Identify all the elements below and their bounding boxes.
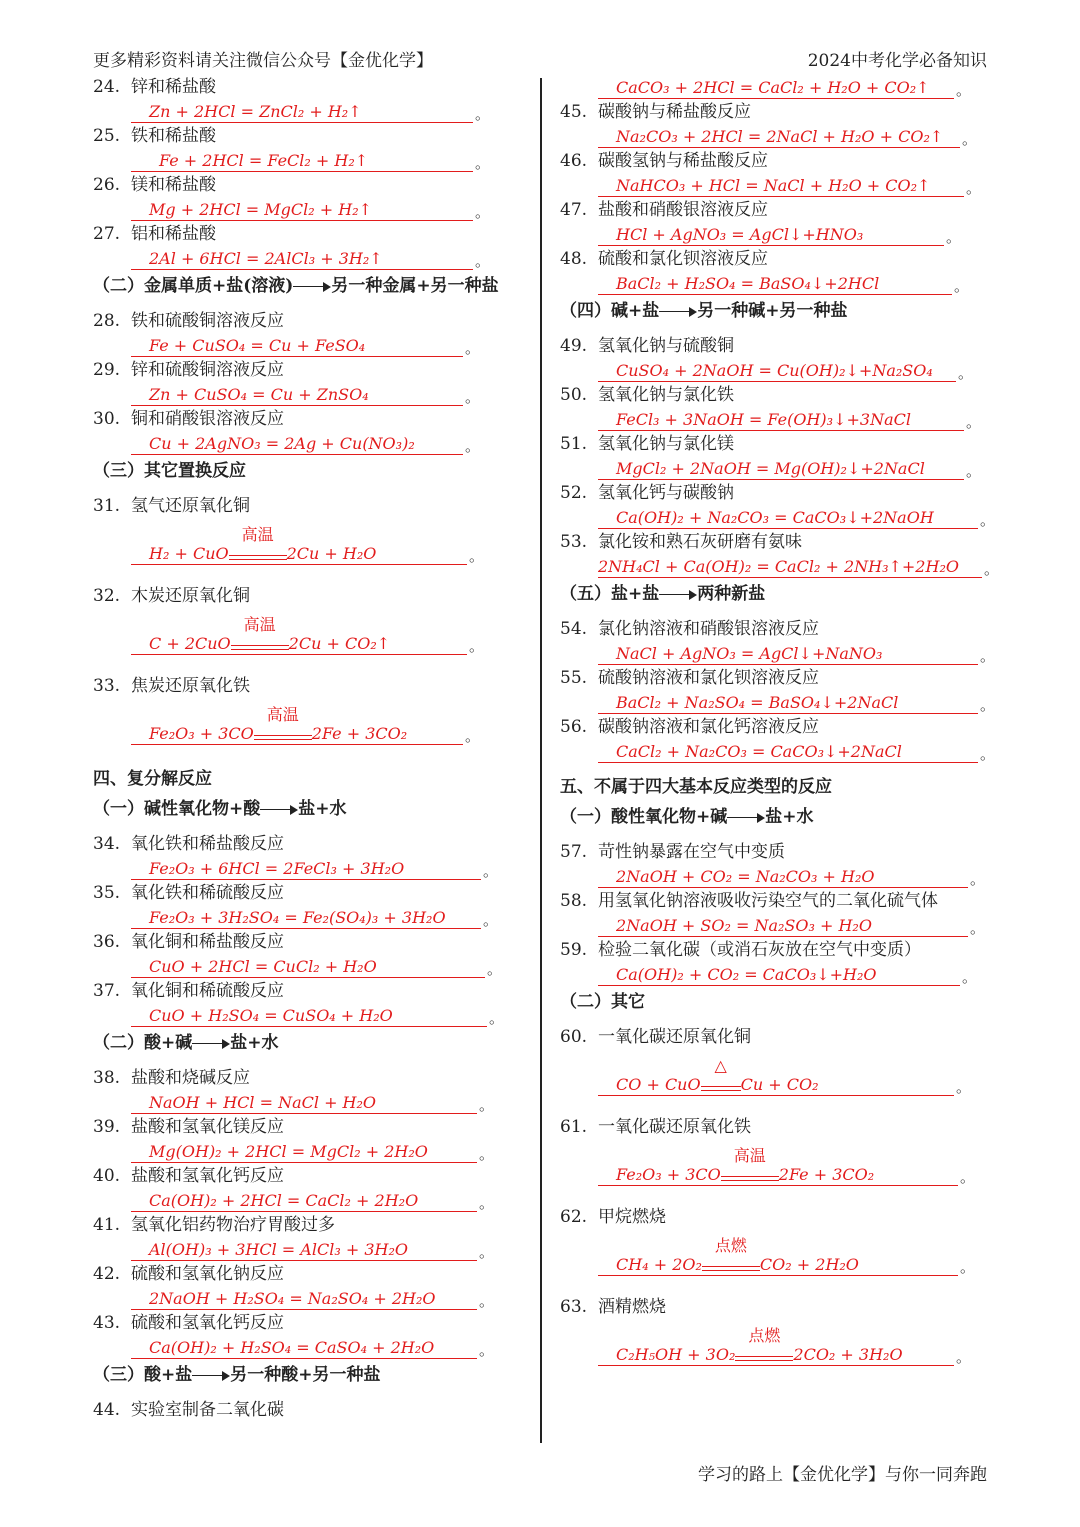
reaction-title: 氢气还原氧化铜 [131, 496, 250, 516]
section-basic-oxide-acid: （一）碱性氧化物+酸 盐+水 [93, 799, 347, 819]
reaction-37: 37. 氧化铜和稀硫酸反应 CuO + H₂SO₄ = CuSO₄ + H₂O 。 [93, 981, 505, 1027]
section-others: （二）其它 [560, 992, 645, 1012]
reaction-title: 盐酸和氢氧化钙反应 [131, 1166, 284, 1186]
reaction-title: 碳酸钠溶液和氯化钙溶液反应 [598, 717, 819, 737]
reaction-48: 48. 硫酸和氯化钡溶液反应 BaCl₂ + H₂SO₄ = BaSO₄↓+2HCl 。 [560, 249, 970, 295]
reaction-condition: 高温 [721, 1165, 779, 1185]
section-acid-salt: （三）酸+盐 另一种酸+另一种盐 [93, 1365, 381, 1385]
reaction-58: 58. 用氢氧化钠溶液吸收污染空气的二氧化硫气体 2NaOH + SO₂ = Na₂SO₃ + H₂O 。 [560, 891, 986, 937]
equation: C + 2CuO 高温 2Cu + CO₂↑ [149, 615, 391, 653]
reaction-title: 碳酸钠与稀盐酸反应 [598, 102, 751, 122]
reaction-title: 硫酸和氯化钡溶液反应 [598, 249, 768, 269]
reaction-title: 氢氧化钠与硫酸铜 [598, 336, 734, 356]
equation: 2Al + 6HCl = 2AlCl₃ + 3H₂↑ [149, 249, 383, 268]
heat-icon: △ [714, 1056, 727, 1075]
equation: Fe₂O₃ + 3CO 高温 2Fe + 3CO₂ [149, 705, 408, 743]
reaction-title: 硫酸和氢氧化钙反应 [131, 1313, 284, 1333]
equation: H₂ + CuO 高温 2Cu + H₂O [149, 525, 377, 563]
section-other-displacement: （三）其它置换反应 [93, 461, 246, 481]
header-left: 更多精彩资料请关注微信公众号【金优化学】 [93, 51, 433, 71]
left-column [93, 75, 523, 1422]
reaction-53: 53. 氯化铵和熟石灰研磨有氨味 2NH₄Cl + Ca(OH)₂ = CaCl₂ + 2NH₃↑+2H₂O 。 [560, 532, 1000, 578]
equation: CaCO₃ + 2HCl = CaCl₂ + H₂O + CO₂↑ [616, 78, 930, 97]
equation: NaHCO₃ + HCl = NaCl + H₂O + CO₂↑ [616, 176, 931, 195]
reaction-42: 42. 硫酸和氢氧化钠反应 2NaOH + H₂SO₄ = Na₂SO₄ + 2H₂O 。 [93, 1264, 495, 1310]
reaction-condition: 高温 [231, 634, 289, 654]
reaction-title: 氢氧化钠与氯化镁 [598, 434, 734, 454]
equation: Zn + CuSO₄ = Cu + ZnSO₄ [149, 385, 369, 404]
reaction-50: 50. 氢氧化钠与氯化铁 FeCl₃ + 3NaOH = Fe(OH)₃↓+3NaCl 。 [560, 385, 982, 431]
reaction-60: 60. 一氧化碳还原氧化铜 CO + CuO △ Cu + CO₂ 。 [560, 1027, 972, 1096]
reaction-title: 木炭还原氧化铜 [131, 586, 250, 606]
reaction-30: 30. 铜和硝酸银溶液反应 Cu + 2AgNO₃ = 2Ag + Cu(NO₃)₂ 。 [93, 409, 481, 455]
reaction-title: 一氧化碳还原氧化铜 [598, 1027, 751, 1047]
reaction-title: 氧化铜和稀硫酸反应 [131, 981, 284, 1001]
equation: FeCl₃ + 3NaOH = Fe(OH)₃↓+3NaCl [616, 410, 911, 429]
arrow-icon [192, 1037, 230, 1051]
reaction-title: 硫酸和氢氧化钠反应 [131, 1264, 284, 1284]
reaction-title: 氢氧化铝药物治疗胃酸过多 [131, 1215, 335, 1235]
reaction-43: 43. 硫酸和氢氧化钙反应 Ca(OH)₂ + H₂SO₄ = CaSO₄ + 2H₂O 。 [93, 1313, 495, 1359]
equation: Mg + 2HCl = MgCl₂ + H₂↑ [149, 200, 373, 219]
reaction-38: 38. 盐酸和烧碱反应 NaOH + HCl = NaCl + H₂O 。 [93, 1068, 495, 1114]
reaction-title: 铁和硫酸铜溶液反应 [131, 311, 284, 331]
reaction-title: 铜和硝酸银溶液反应 [131, 409, 284, 429]
equation: Fe₂O₃ + 3CO 高温 2Fe + 3CO₂ [616, 1146, 875, 1184]
reaction-title: 甲烷燃烧 [598, 1207, 666, 1227]
reaction-40: 40. 盐酸和氢氧化钙反应 Ca(OH)₂ + 2HCl = CaCl₂ + 2H₂O 。 [93, 1166, 495, 1212]
arrow-icon [659, 588, 697, 602]
reaction-24: 24. 锌和稀盐酸 Zn + 2HCl = ZnCl₂ + H₂↑ 。 [93, 77, 491, 123]
right-column [560, 75, 1000, 1367]
reaction-44-equation: CaCO₃ + 2HCl = CaCl₂ + H₂O + CO₂↑ 。 [560, 75, 990, 100]
equation: MgCl₂ + 2NaOH = Mg(OH)₂↓+2NaCl [616, 459, 925, 478]
equation: CuO + H₂SO₄ = CuSO₄ + H₂O [149, 1006, 393, 1025]
reaction-54: 54. 氯化钠溶液和硝酸银溶液反应 NaCl + AgNO₃ = AgCl↓+NaNO₃ 。 [560, 619, 996, 665]
equation: 2NaOH + H₂SO₄ = Na₂SO₄ + 2H₂O [149, 1289, 436, 1308]
equation: Ca(OH)₂ + 2HCl = CaCl₂ + 2H₂O [149, 1191, 419, 1210]
reaction-31: 31. 氢气还原氧化铜 H₂ + CuO 高温 2Cu + H₂O 。 [93, 496, 485, 565]
reaction-title: 氧化铜和稀盐酸反应 [131, 932, 284, 952]
equation: Fe₂O₃ + 6HCl = 2FeCl₃ + 3H₂O [149, 859, 405, 878]
reaction-36: 36. 氧化铜和稀盐酸反应 CuO + 2HCl = CuCl₂ + H₂O 。 [93, 932, 503, 978]
reaction-59: 59. 检验二氧化碳（或消石灰放在空气中变质） Ca(OH)₂ + CO₂ = CaCO₃↓+H₂O 。 [560, 940, 978, 986]
equation: CaCl₂ + Na₂CO₃ = CaCO₃↓+2NaCl [616, 742, 902, 761]
equation: CuO + 2HCl = CuCl₂ + H₂O [149, 957, 377, 976]
reaction-title: 一氧化碳还原氧化铁 [598, 1117, 751, 1137]
equation: NaOH + HCl = NaCl + H₂O [149, 1093, 377, 1112]
reaction-title: 铝和稀盐酸 [131, 224, 216, 244]
equation: 2NH₄Cl + Ca(OH)₂ = CaCl₂ + 2NH₃↑+2H₂O [598, 557, 959, 576]
reaction-title: 氢氧化钠与氯化铁 [598, 385, 734, 405]
reaction-title: 检验二氧化碳（或消石灰放在空气中变质） [598, 940, 921, 960]
equation: Ca(OH)₂ + CO₂ = CaCO₃↓+H₂O [616, 965, 877, 984]
arrow-icon [260, 803, 298, 817]
arrow-icon [659, 305, 697, 319]
reaction-52: 52. 氢氧化钙与碳酸钠 Ca(OH)₂ + Na₂CO₃ = CaCO₃↓+2NaOH 。 [560, 483, 996, 529]
reaction-44: 44. 实验室制备二氧化碳 [93, 1400, 284, 1420]
equation: Zn + 2HCl = ZnCl₂ + H₂↑ [149, 102, 362, 121]
reaction-title: 盐酸和硝酸银溶液反应 [598, 200, 768, 220]
reaction-title: 氧化铁和稀盐酸反应 [131, 834, 284, 854]
reaction-title: 氯化铵和熟石灰研磨有氨味 [598, 532, 802, 552]
arrow-icon [293, 280, 331, 294]
equation: BaCl₂ + Na₂SO₄ = BaSO₄↓+2NaCl [616, 693, 899, 712]
equation: Fe + 2HCl = FeCl₂ + H₂↑ [159, 151, 369, 170]
column-divider [540, 78, 542, 1443]
reaction-34: 34. 氧化铁和稀盐酸反应 Fe₂O₃ + 6HCl = 2FeCl₃ + 3H₂O 。 [93, 834, 499, 880]
equation: 2NaOH + SO₂ = Na₂SO₃ + H₂O [616, 916, 872, 935]
reaction-title: 盐酸和氢氧化镁反应 [131, 1117, 284, 1137]
arrow-icon [192, 1369, 230, 1383]
reaction-condition [701, 1056, 741, 1095]
reaction-title: 氢氧化钙与碳酸钠 [598, 483, 734, 503]
reaction-title: 实验室制备二氧化碳 [131, 1400, 284, 1420]
reaction-47: 47. 盐酸和硝酸银溶液反应 HCl + AgNO₃ = AgCl↓+HNO₃ 。 [560, 200, 962, 246]
reaction-57: 57. 苛性钠暴露在空气中变质 2NaOH + CO₂ = Na₂CO₃ + H₂O 。 [560, 842, 986, 888]
reaction-35: 35. 氧化铁和稀硫酸反应 Fe₂O₃ + 3H₂SO₄ = Fe₂(SO₄)₃ + 3H₂O 。 [93, 883, 499, 929]
section-metal-salt: （二）金属单质+盐(溶液) 另一种金属+另一种盐 [93, 276, 499, 296]
section-acid-base: （二）酸+碱 盐+水 [93, 1033, 279, 1053]
reaction-condition: 点燃 [735, 1345, 793, 1365]
reaction-26: 26. 镁和稀盐酸 Mg + 2HCl = MgCl₂ + H₂↑ 。 [93, 175, 491, 221]
reaction-title: 铁和稀盐酸 [131, 126, 216, 146]
reaction-41: 41. 氢氧化铝药物治疗胃酸过多 Al(OH)₃ + 3HCl = AlCl₃ + 3H₂O 。 [93, 1215, 495, 1261]
equation: C₂H₅OH + 3O₂ 点燃 2CO₂ + 3H₂O [616, 1326, 903, 1364]
reaction-title: 氧化铁和稀硫酸反应 [131, 883, 284, 903]
reaction-56: 56. 碳酸钠溶液和氯化钙溶液反应 CaCl₂ + Na₂CO₃ = CaCO₃↓+2NaCl 。 [560, 717, 996, 763]
footer-slogan: 学习的路上【金优化学】与你一同奔跑 [698, 1465, 987, 1485]
section-non-basic-types: 五、不属于四大基本反应类型的反应 [560, 777, 832, 797]
reaction-title: 焦炭还原氧化铁 [131, 676, 250, 696]
reaction-55: 55. 硫酸钠溶液和氯化钡溶液反应 BaCl₂ + Na₂SO₄ = BaSO₄↓+2NaCl 。 [560, 668, 996, 714]
equation: Ca(OH)₂ + H₂SO₄ = CaSO₄ + 2H₂O [149, 1338, 435, 1357]
section-base-salt: （四）碱+盐 另一种碱+另一种盐 [560, 301, 848, 321]
equation: Cu + 2AgNO₃ = 2Ag + Cu(NO₃)₂ [149, 434, 415, 453]
reaction-33: 33. 焦炭还原氧化铁 Fe₂O₃ + 3CO 高温 2Fe + 3CO₂ 。 [93, 676, 481, 745]
reaction-title: 锌和稀盐酸 [131, 77, 216, 97]
reaction-title: 锌和硫酸铜溶液反应 [131, 360, 284, 380]
equation: Al(OH)₃ + 3HCl = AlCl₃ + 3H₂O [149, 1240, 408, 1259]
section-double-decomposition: 四、复分解反应 [93, 769, 212, 789]
reaction-62: 62. 甲烷燃烧 CH₄ + 2O₂ 点燃 CO₂ + 2H₂O 。 [560, 1207, 976, 1276]
equation: Fe₂O₃ + 3H₂SO₄ = Fe₂(SO₄)₃ + 3H₂O [149, 908, 446, 927]
reaction-title: 酒精燃烧 [598, 1297, 666, 1317]
reaction-49: 49. 氢氧化钠与硫酸铜 CuSO₄ + 2NaOH = Cu(OH)₂↓+Na₂SO₄ 。 [560, 336, 974, 382]
reaction-title: 碳酸氢钠与稀盐酸反应 [598, 151, 768, 171]
equation: Ca(OH)₂ + Na₂CO₃ = CaCO₃↓+2NaOH [616, 508, 934, 527]
reaction-63: 63. 酒精燃烧 C₂H₅OH + 3O₂ 点燃 2CO₂ + 3H₂O 。 [560, 1297, 972, 1366]
reaction-32: 32. 木炭还原氧化铜 C + 2CuO 高温 2Cu + CO₂↑ 。 [93, 586, 485, 655]
reaction-46: 46. 碳酸氢钠与稀盐酸反应 NaHCO₃ + HCl = NaCl + H₂O + CO₂↑ 。 [560, 151, 982, 197]
reaction-title: 镁和稀盐酸 [131, 175, 216, 195]
equation: NaCl + AgNO₃ = AgCl↓+NaNO₃ [616, 644, 883, 663]
item-number: 24. [93, 77, 121, 97]
reaction-27: 27. 铝和稀盐酸 2Al + 6HCl = 2AlCl₃ + 3H₂↑ 。 [93, 224, 491, 270]
equation: BaCl₂ + H₂SO₄ = BaSO₄↓+2HCl [616, 274, 880, 293]
equation: CH₄ + 2O₂ 点燃 CO₂ + 2H₂O [616, 1236, 859, 1274]
reaction-28: 28. 铁和硫酸铜溶液反应 Fe + CuSO₄ = Cu + FeSO₄ 。 [93, 311, 481, 357]
equation: CuSO₄ + 2NaOH = Cu(OH)₂↓+Na₂SO₄ [616, 361, 933, 380]
reaction-condition: 高温 [254, 724, 312, 744]
reaction-25: 25. 铁和稀盐酸 Fe + 2HCl = FeCl₂ + H₂↑ 。 [93, 126, 491, 172]
reaction-condition: 点燃 [702, 1255, 760, 1275]
equation: CO + CuO △ Cu + CO₂ [616, 1056, 819, 1094]
reaction-title: 苛性钠暴露在空气中变质 [598, 842, 785, 862]
arrow-icon [727, 811, 765, 825]
section-salt-salt: （五）盐+盐 两种新盐 [560, 584, 766, 604]
reaction-title: 盐酸和烧碱反应 [131, 1068, 250, 1088]
header-right: 2024中考化学必备知识 [807, 51, 987, 71]
equation: 2NaOH + CO₂ = Na₂CO₃ + H₂O [616, 867, 875, 886]
reaction-title: 氯化钠溶液和硝酸银溶液反应 [598, 619, 819, 639]
reaction-condition: 高温 [229, 544, 287, 564]
reaction-45: 45. 碳酸钠与稀盐酸反应 Na₂CO₃ + 2HCl = 2NaCl + H₂O + CO₂↑ 。 [560, 102, 978, 148]
equation: HCl + AgNO₃ = AgCl↓+HNO₃ [616, 225, 864, 244]
reaction-title: 硫酸钠溶液和氯化钡溶液反应 [598, 668, 819, 688]
equation: Na₂CO₃ + 2HCl = 2NaCl + H₂O + CO₂↑ [616, 127, 944, 146]
reaction-51: 51. 氢氧化钠与氯化镁 MgCl₂ + 2NaOH = Mg(OH)₂↓+2NaCl 。 [560, 434, 982, 480]
reaction-39: 39. 盐酸和氢氧化镁反应 Mg(OH)₂ + 2HCl = MgCl₂ + 2H₂O 。 [93, 1117, 495, 1163]
reaction-61: 61. 一氧化碳还原氧化铁 Fe₂O₃ + 3CO 高温 2Fe + 3CO₂ 。 [560, 1117, 976, 1186]
equation: Fe + CuSO₄ = Cu + FeSO₄ [149, 336, 366, 355]
equation: Mg(OH)₂ + 2HCl = MgCl₂ + 2H₂O [149, 1142, 428, 1161]
reaction-title: 用氢氧化钠溶液吸收污染空气的二氧化硫气体 [598, 891, 938, 911]
section-acidic-oxide-base: （一）酸性氧化物+碱 盐+水 [560, 807, 814, 827]
reaction-29: 29. 锌和硫酸铜溶液反应 Zn + CuSO₄ = Cu + ZnSO₄ 。 [93, 360, 481, 406]
